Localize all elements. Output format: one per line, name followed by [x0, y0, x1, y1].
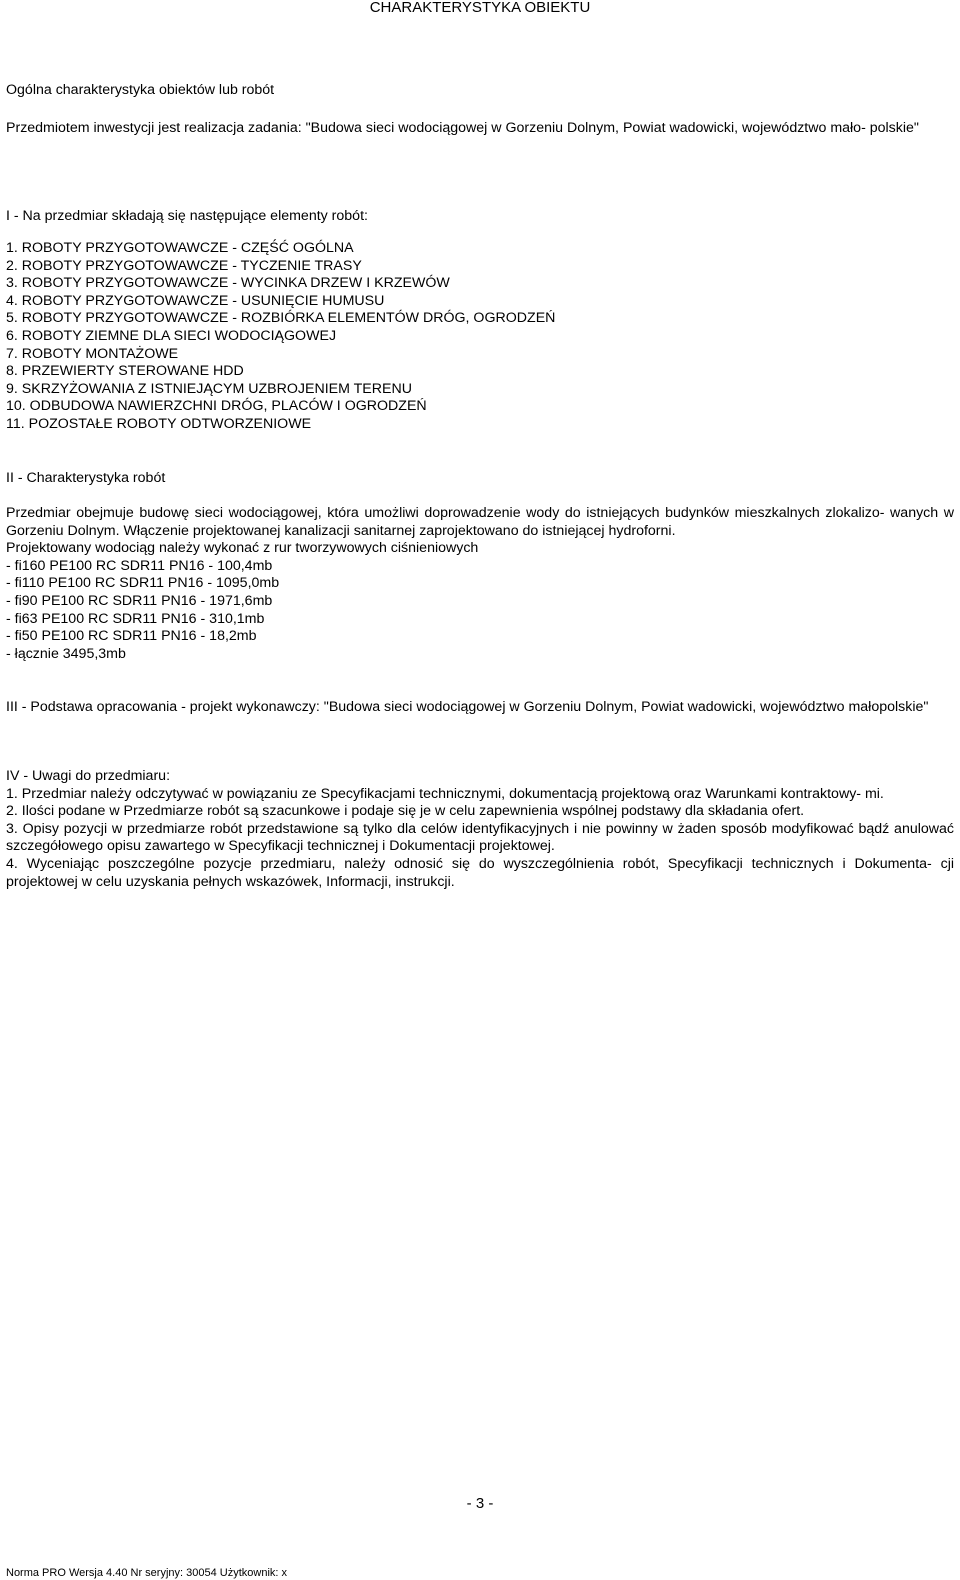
note-item: 1. Przedmiar należy odczytywać w powiązaniu ze Specyfikacjami technicznymi, dokumentacją projektową oraz Warunkami kontraktowy- mi.: [6, 785, 884, 802]
pipes-intro: Projektowany wodociąg należy wykonać z rur tworzywowych ciśnieniowych: [6, 540, 479, 557]
pipe-item: - fi50 PE100 RC SDR11 PN16 - 18,2mb: [6, 628, 257, 645]
section-2-heading: II - Charakterystyka robót: [6, 470, 166, 486]
works-list-item: 5. ROBOTY PRZYGOTOWAWCZE - ROZBIÓRKA ELEMENTÓW DRÓG, OGRODZEŃ: [6, 310, 556, 327]
works-list-item: 2. ROBOTY PRZYGOTOWAWCZE - TYCZENIE TRASY: [6, 257, 362, 274]
note-item: 3. Opisy pozycji w przedmiarze robót przedstawione są tylko dla celów identyfikacyjnych i nie powinny w żaden sposób modyfikować bądź anulować szczegółowego opisu zawartego w Specyfikacji technicznej i Dokumentacji projektowej.: [6, 820, 954, 855]
section-4-heading: IV - Uwagi do przedmiaru:: [6, 768, 171, 784]
note-item: 2. Ilości podane w Przedmiarze robót są szacunkowe i podaje się je w celu zapewnienia wspólnej podstawy dla składania ofert.: [6, 803, 805, 820]
section-2-body: [6, 505, 954, 663]
pipe-item: - łącznie 3495,3mb: [6, 645, 126, 662]
works-list: [6, 240, 954, 434]
works-list-item: 4. ROBOTY PRZYGOTOWAWCZE - USUNIĘCIE HUMUSU: [6, 292, 385, 309]
note-item: 4. Wyceniając poszczególne pozycje przedmiaru, należy odnosić się do wyszczególnienia robót, Specyfikacji technicznych i Dokumenta- cji projektowej w celu uzyskania pełnych wskazówek, Informacji, instrukcji.: [6, 855, 954, 890]
general-heading: Ogólna charakterystyka obiektów lub robót: [6, 82, 275, 98]
section-4: [6, 768, 954, 891]
pipe-item: - fi63 PE100 RC SDR11 PN16 - 310,1mb: [6, 610, 265, 627]
works-list-item: 9. SKRZYŻOWANIA Z ISTNIEJĄCYM UZBROJENIEM TERENU: [6, 380, 412, 397]
works-description: Przedmiar obejmuje budowę sieci wodociągowej, która umożliwi doprowadzenie wody do istniejących budynków mieszkalnych zlokalizo- wanych w Gorzeniu Dolnym. Włączenie projektowanej kanalizacji sanitarnej zaprojektowano do istniejącej hydroforni.: [6, 505, 954, 539]
footer-text: Norma PRO Wersja 4.40 Nr seryjny: 30054 Użytkownik: x: [6, 1567, 287, 1579]
works-list-item: 6. ROBOTY ZIEMNE DLA SIECI WODOCIĄGOWEJ: [6, 327, 337, 344]
pipe-item: - fi110 PE100 RC SDR11 PN16 - 1095,0mb: [6, 575, 280, 592]
page-number: - 3 -: [466, 1495, 494, 1512]
section-1-heading: I - Na przedmiar składają się następujące elementy robót:: [6, 208, 368, 224]
works-list-item: 7. ROBOTY MONTAŻOWE: [6, 345, 179, 362]
works-list-item: 8. PRZEWIERTY STEROWANE HDD: [6, 363, 244, 380]
works-list-item: 1. ROBOTY PRZYGOTOWAWCZE - CZĘŚĆ OGÓLNA: [6, 240, 354, 256]
works-list-item: 3. ROBOTY PRZYGOTOWAWCZE - WYCINKA DRZEW I KRZEWÓW: [6, 275, 450, 292]
page-title: CHARAKTERYSTYKA OBIEKTU: [369, 0, 591, 16]
works-list-item: 11. POZOSTAŁE ROBOTY ODTWORZENIOWE: [6, 415, 312, 432]
pipe-item: - fi90 PE100 RC SDR11 PN16 - 1971,6mb: [6, 592, 273, 609]
works-list-item: 10. ODBUDOWA NAWIERZCHNI DRÓG, PLACÓW I OGRODZEŃ: [6, 398, 427, 415]
pipe-item: - fi160 PE100 RC SDR11 PN16 - 100,4mb: [6, 557, 273, 574]
investment-subject: Przedmiotem inwestycji jest realizacja zadania: "Budowa sieci wodociągowej w Gorzeniu Dolnym, Powiat wadowicki, województwo mało- polskie": [6, 120, 919, 136]
section-3-text: III - Podstawa opracowania - projekt wykonawczy: "Budowa sieci wodociągowej w Gorzeniu Dolnym, Powiat wadowicki, województwo małopolskie": [6, 699, 929, 715]
